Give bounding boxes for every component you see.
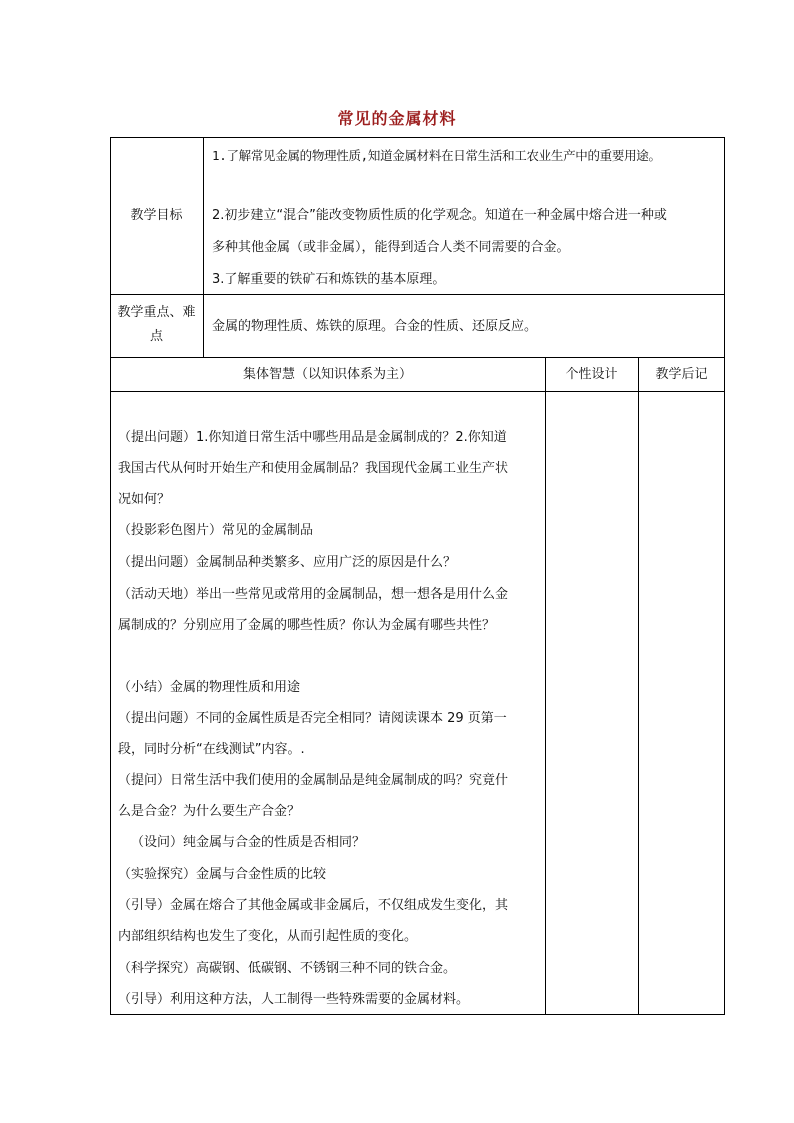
body-line: 属制成的？分别应用了金属的哪些性质？你认为金属有哪些共性？ bbox=[118, 618, 496, 633]
keypoints-label-line1: 教学重点、难 bbox=[117, 305, 196, 320]
col-divider bbox=[638, 357, 639, 1015]
objective-line-3: 多种其他金属（或非金属），能得到适合人类不同需要的合金。 bbox=[212, 240, 570, 255]
body-line: （设问）纯金属与合金的性质是否相同？ bbox=[131, 835, 366, 850]
body-line: （提出问题）金属制品种类繁多、应用广泛的原因是什么？ bbox=[118, 555, 457, 570]
keypoints-label-line2: 点 bbox=[149, 329, 163, 344]
body-line: 么是合金？为什么要生产合金？ bbox=[118, 804, 301, 819]
header-personal-design: 个性设计 bbox=[565, 367, 618, 382]
keypoints-label bbox=[110, 301, 203, 349]
body-line: （提出问题）不同的金属性质是否完全相同？请阅读课本 29 页第一 bbox=[118, 711, 507, 726]
col-divider bbox=[545, 357, 546, 1015]
body-line: （引导）金属在熔合了其他金属或非金属后，不仅组成发生变化，其 bbox=[118, 898, 509, 913]
body-line: （引导）利用这种方法，人工制得一些特殊需要的金属材料。 bbox=[118, 992, 470, 1007]
body-line: 内部组织结构也发生了变化，从而引起性质的变化。 bbox=[118, 929, 418, 944]
body-line: （实验探究）金属与合金性质的比较 bbox=[118, 867, 327, 882]
header-teaching-notes: 教学后记 bbox=[655, 367, 708, 382]
body-line: 我国古代从何时开始生产和使用金属制品？我国现代金属工业生产状 bbox=[118, 461, 509, 476]
body-line: （活动天地）举出一些常见或常用的金属制品，想一想各是用什么金 bbox=[118, 587, 509, 602]
body-line: （小结）金属的物理性质和用途 bbox=[118, 680, 301, 695]
document-title: 常见的金属材料 bbox=[337, 109, 457, 128]
body-line: （提问）日常生活中我们使用的金属制品是纯金属制成的吗？究竟什 bbox=[118, 773, 509, 788]
body-line: 段，同时分析“在线测试”内容。. bbox=[118, 742, 305, 757]
row-divider bbox=[110, 391, 725, 392]
objective-line-2: 2.初步建立“混合”能改变物质性质的化学观念。知道在一种金属中熔合进一种或 bbox=[212, 208, 667, 223]
body-line: （科学探究）高碳钢、低碳钢、不锈钢三种不同的铁合金。 bbox=[118, 961, 457, 976]
objective-line-1: 1.了解常见金属的物理性质,知道金属材料在日常生活和工农业生产中的重要用途。 bbox=[212, 148, 661, 163]
body-line: （投影彩色图片）常见的金属制品 bbox=[118, 523, 314, 538]
objective-line-4: 3.了解重要的铁矿石和炼铁的基本原理。 bbox=[212, 272, 446, 287]
keypoints-content: 金属的物理性质、炼铁的原理。合金的性质、还原反应。 bbox=[212, 319, 538, 334]
body-line: 况如何？ bbox=[118, 492, 171, 507]
body-line: （提出问题）1.你知道日常生活中哪些用品是金属制成的？2.你知道 bbox=[118, 430, 507, 445]
objectives-label: 教学目标 bbox=[130, 208, 183, 223]
header-collective-wisdom: 集体智慧（以知识体系为主） bbox=[242, 367, 412, 382]
col-divider bbox=[203, 137, 204, 358]
